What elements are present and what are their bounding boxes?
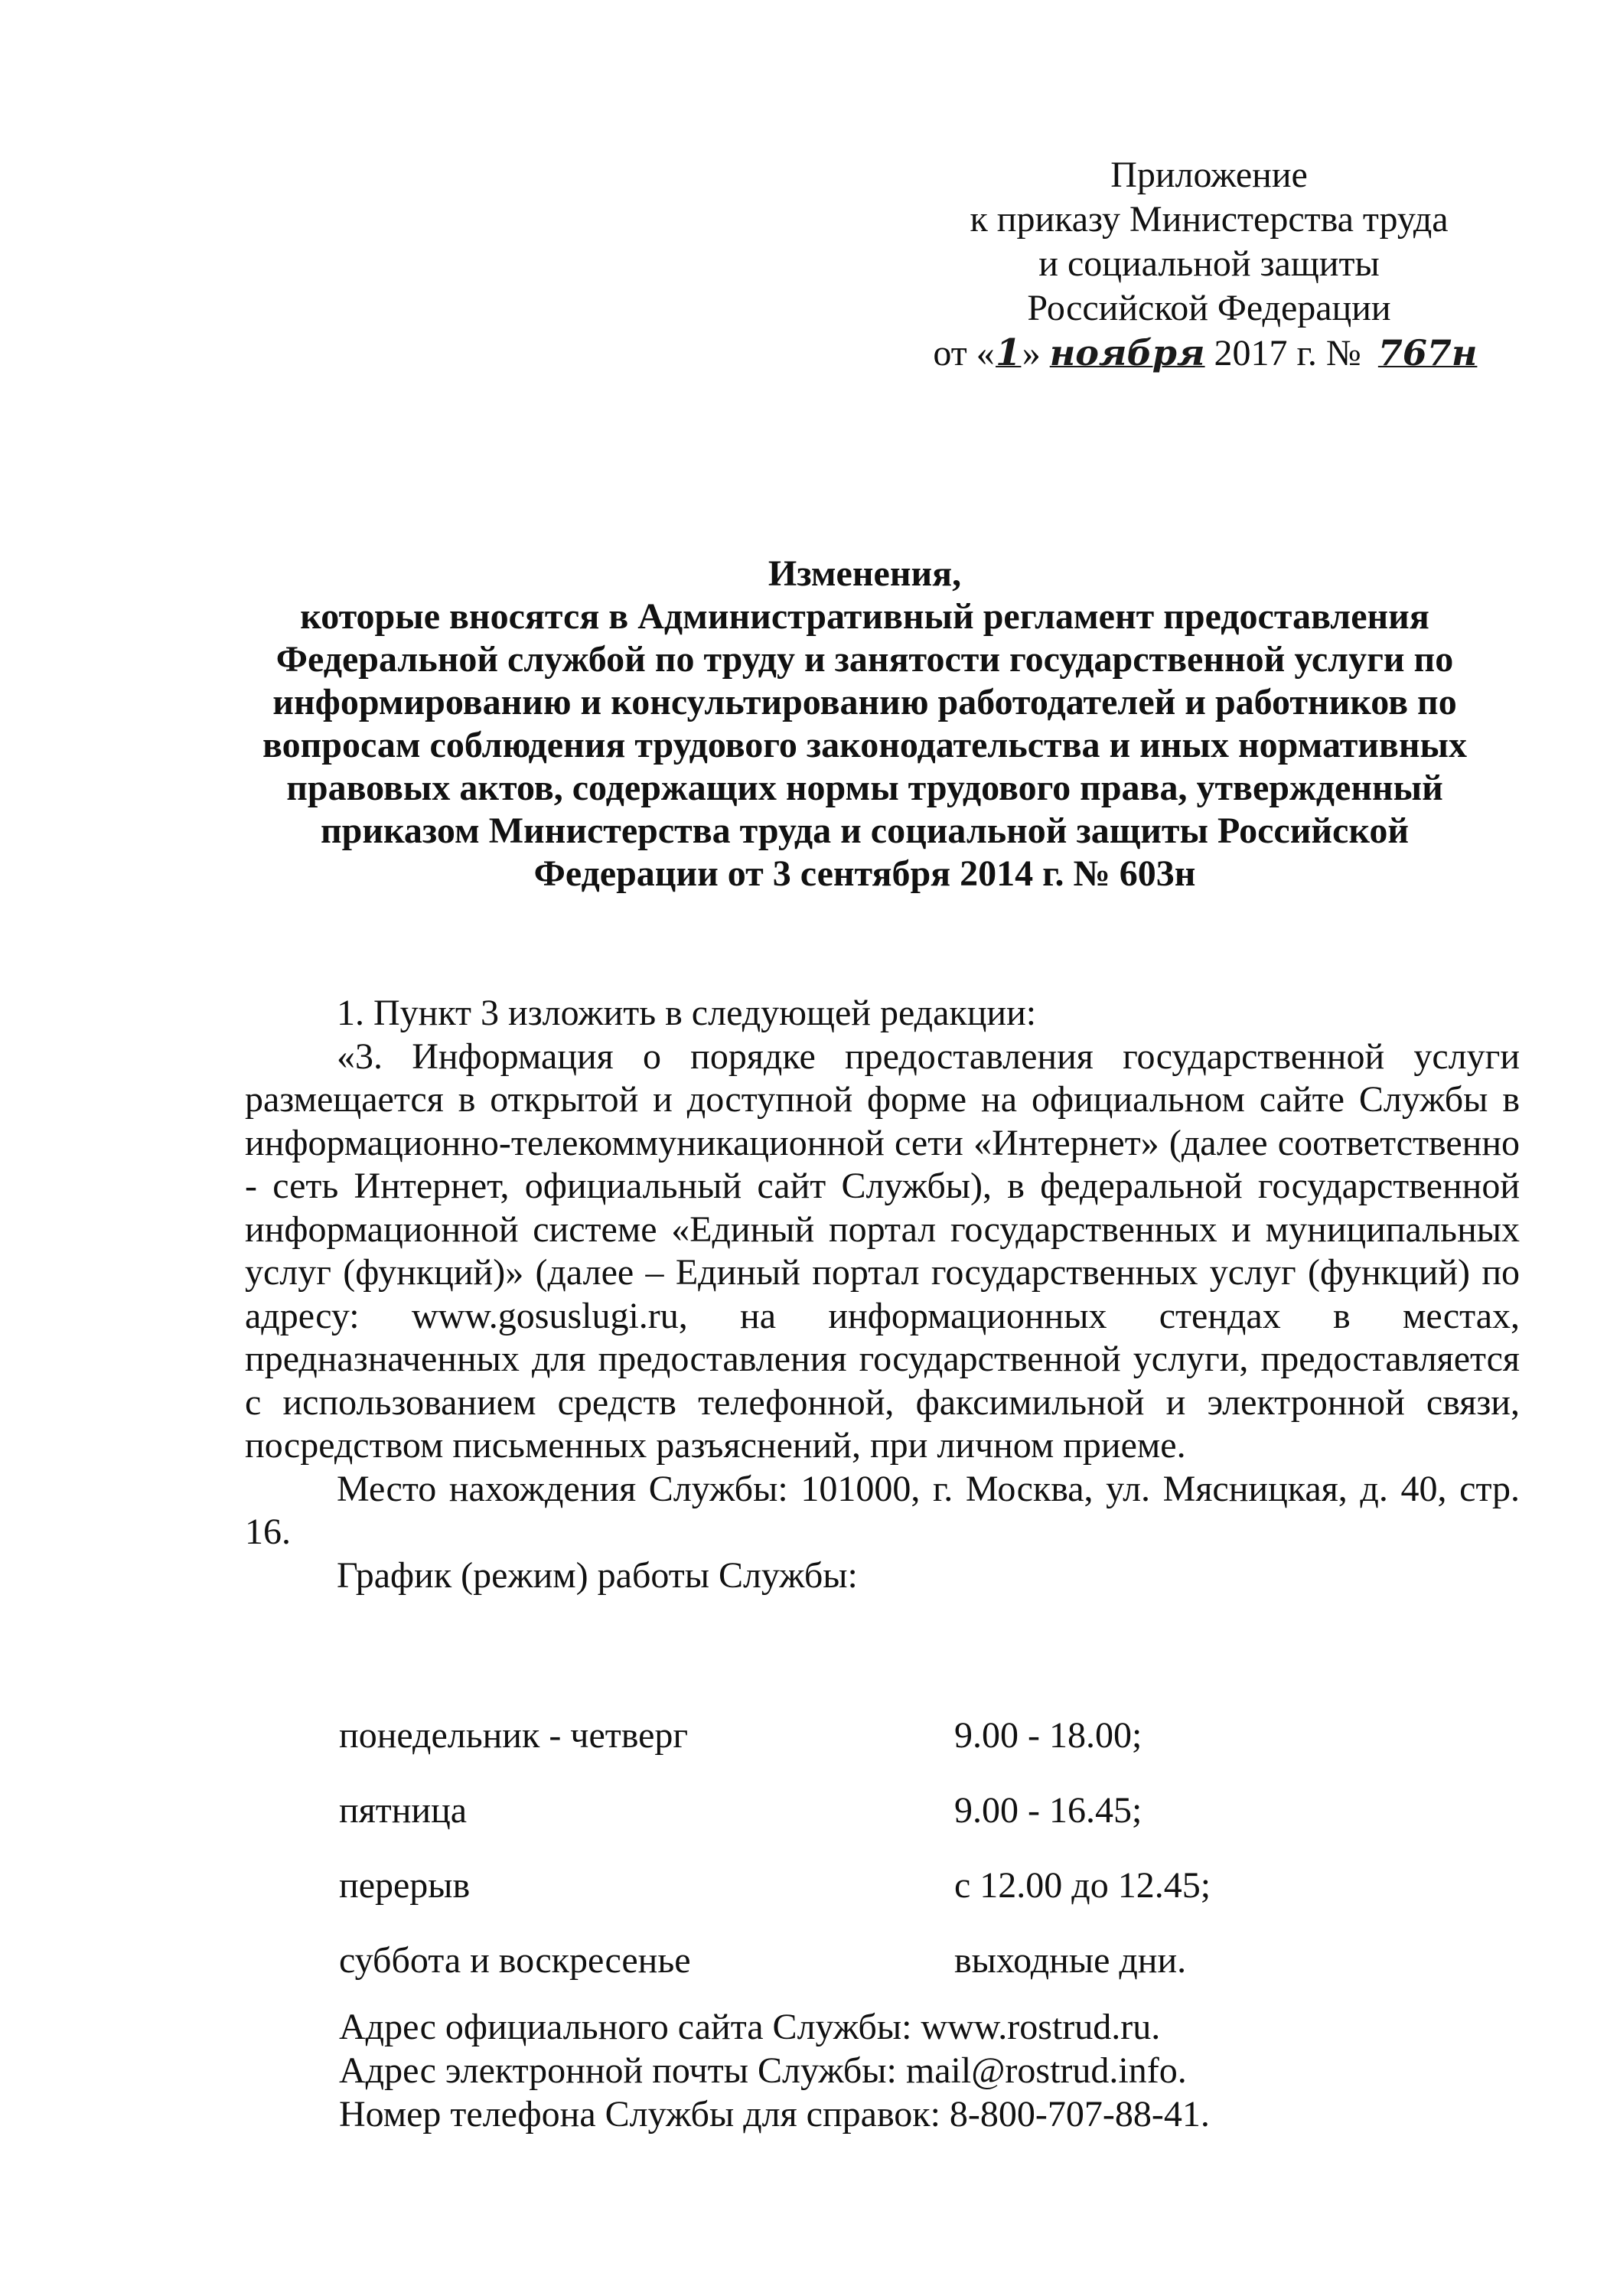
schedule-row: [339, 1939, 1257, 2014]
title-line: правовых актов, содержащих нормы трудового права, утвержденный: [286, 768, 1443, 808]
title-line: которые вносятся в Административный регламент предоставления: [300, 596, 1429, 637]
title-line: вопросам соблюдения трудового законодательства и иных нормативных: [262, 725, 1467, 765]
schedule-row: [339, 1714, 1257, 1789]
appendix-country-line: Российской Федерации: [1027, 288, 1391, 328]
title-line: информированию и консультированию работодателей и работников по: [272, 682, 1457, 722]
document-title: [230, 553, 1500, 895]
item-1-text: «3. Информация о порядке предоставления государственной услуги размещается в открытой и доступной форме на официальном сайте Службы в информационно-телекоммуникационной сети «Интернет» (далее соответственно - сеть Интернет, официальный сайт Службы), в федеральной государственной информационной системе «Единый портал государственных и муниципальных услуг (функций)» (далее – Единый портал государственных услуг (функций) по адресу: www.gosuslugi.ru, на информационных стендах в местах, предназначенных для предоставления государственной услуги, предоставляется с использованием средств телефонной, факсимильной и электронной связи, посредством письменных разъяснений, при личном приеме.: [245, 1035, 1520, 1466]
handwritten-day: 1: [996, 331, 1022, 374]
order-date-line: [895, 331, 1523, 376]
work-schedule: [339, 1714, 1257, 2014]
schedule-day: понедельник - четверг: [339, 1715, 689, 1756]
schedule-row: [339, 1789, 1257, 1864]
contacts-block: [339, 2005, 1563, 2136]
appendix-header: [895, 153, 1523, 376]
date-prefix: от «: [933, 333, 995, 373]
handwritten-order-number: 767н: [1377, 332, 1478, 373]
email-address: Адрес электронной почты Службы: mail@rostrud.info.: [339, 2050, 1187, 2091]
title-line: Изменения,: [768, 553, 962, 594]
appendix-order-line: к приказу Министерства труда: [970, 199, 1449, 240]
location-paragraph: Место нахождения Службы: 101000, г. Москва, ул. Мясницкая, д. 40, стр. 16.: [245, 1468, 1520, 1552]
schedule-time: 9.00 - 18.00;: [954, 1715, 1142, 1756]
order-year: 2017 г. №: [1214, 333, 1361, 373]
schedule-day: суббота и воскресенье: [339, 1940, 691, 1981]
appendix-label: Приложение: [1110, 155, 1308, 195]
schedule-day: перерыв: [339, 1865, 471, 1906]
schedule-time: 9.00 - 16.45;: [954, 1790, 1142, 1831]
phone-number: Номер телефона Службы для справок: 8-800-707-88-41.: [339, 2094, 1210, 2135]
item-1-heading: 1. Пункт 3 изложить в следующей редакции:: [337, 993, 1037, 1033]
appendix-ministry-line: и социальной защиты: [1038, 243, 1380, 284]
document-body: [245, 992, 1520, 1597]
date-quote-close: »: [1022, 333, 1041, 373]
title-line: Федерации от 3 сентября 2014 г. № 603н: [533, 853, 1196, 894]
schedule-time: с 12.00 до 12.45;: [954, 1865, 1211, 1906]
schedule-time: выходные дни.: [954, 1940, 1187, 1981]
title-line: приказом Министерства труда и социальной защиты Российской: [320, 810, 1410, 851]
handwritten-month: ноября: [1049, 332, 1205, 373]
schedule-row: [339, 1864, 1257, 1939]
schedule-day: пятница: [339, 1790, 468, 1831]
schedule-heading: График (режим) работы Службы:: [337, 1554, 858, 1596]
site-address: Адрес официального сайта Службы: www.rostrud.ru.: [339, 2007, 1161, 2047]
title-line: Федеральной службой по труду и занятости государственной услуги по: [275, 639, 1454, 680]
